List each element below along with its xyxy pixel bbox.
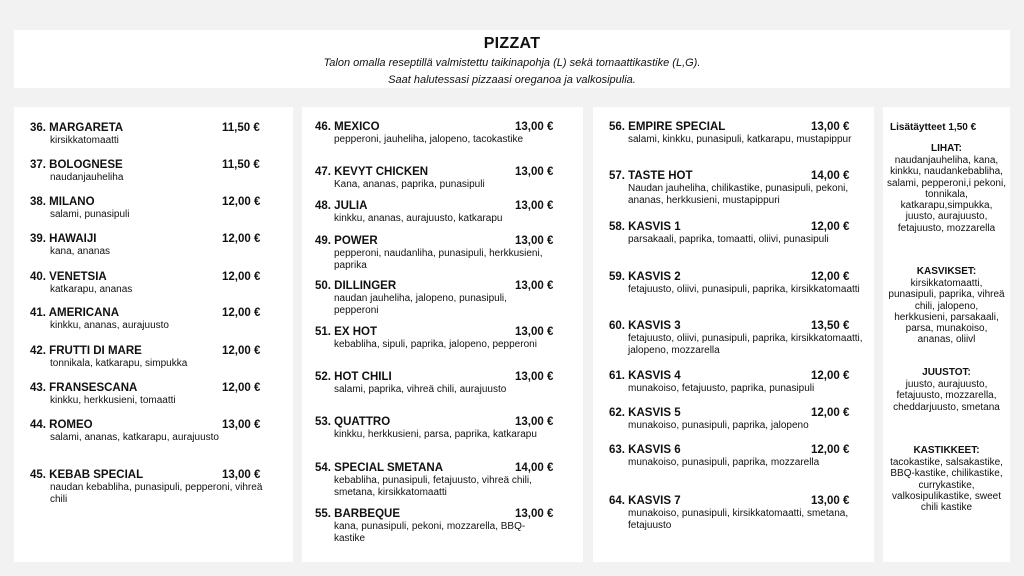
menu-item-name: 46. MEXICO [315, 121, 380, 133]
menu-item-name: 55. BARBEQUE [315, 508, 400, 520]
menu-item-price: 13,00 € [515, 371, 554, 383]
menu-item-price: 13,50 € [811, 320, 850, 332]
extras-category-items: naudanjauheliha, kana, kinkku, naudankebabliha, salami, pepperoni,i pekoni, tonnikala, katkarapu,simpukka, juusto, aurajuusto, fetajuusto, mozzarella [887, 155, 1006, 234]
menu-item-name: 50. DILLINGER [315, 280, 397, 292]
menu-item-description: Naudan jauheliha, chilikastike, punasipuli, pekoni, ananas, herkkusieni, mustapippuri [628, 183, 849, 206]
menu-item-price: 14,00 € [515, 462, 554, 474]
menu-item-name: 57. TASTE HOT [609, 170, 693, 182]
menu-item-description: munakoiso, fetajuusto, paprika, punasipuli [628, 383, 815, 394]
menu-column-3 [593, 107, 874, 562]
menu-item-price: 13,00 € [515, 416, 554, 428]
header-subtitle-1: Talon omalla reseptillä valmistettu taikinapohja (L) sekä tomaattikastike (L,G). [323, 57, 701, 69]
menu-item-description: naudan jauheliha, jalopeno, punasipuli, pepperoni [334, 293, 507, 316]
menu-item-description: tonnikala, katkarapu, simpukka [50, 358, 188, 369]
menu-column-2 [302, 107, 583, 562]
menu-item-name: 41. AMERICANA [30, 307, 120, 319]
menu-item-description: salami, ananas, katkarapu, aurajuusto [50, 432, 219, 443]
menu-item-description: salami, kinkku, punasipuli, katkarapu, mustapippur [628, 134, 852, 145]
menu-item-price: 13,00 € [515, 166, 554, 178]
header-subtitle-2: Saat halutessasi pizzaasi oreganoa ja valkosipulia. [388, 74, 636, 86]
extras-category [887, 445, 1006, 513]
menu-item-price: 11,50 € [222, 122, 260, 134]
menu-item-description: salami, punasipuli [50, 209, 130, 220]
menu-item-description: naudanjauheliha [50, 172, 124, 183]
menu-item-name: 37. BOLOGNESE [30, 159, 123, 171]
menu-item-name: 38. MILANO [30, 196, 95, 208]
menu-item-name: 40. VENETSIA [30, 271, 107, 283]
menu-item-description: katkarapu, ananas [50, 284, 133, 295]
extras-category-items: kirsikkatomaatti, punasipuli, paprika, vihreä chili, jalopeno, herkkusieni, parsakaali, parsa, munakoiso, ananas, oliivl [888, 278, 1005, 346]
menu-header [14, 30, 1010, 88]
menu-item-name: 63. KASVIS 6 [609, 444, 681, 456]
menu-item-price: 13,00 € [515, 326, 554, 338]
menu-item-description: kana, ananas [50, 246, 111, 257]
menu-item-name: 49. POWER [315, 235, 378, 247]
menu-item-description: fetajuusto, oliivi, punasipuli, paprika, kirsikkatomaatti, jalopeno, mozzarella [628, 333, 863, 356]
menu-item-price: 13,00 € [515, 200, 554, 212]
menu-item-description: pepperoni, jauheliha, jalopeno, tacokastike [334, 134, 524, 145]
menu-item-price: 13,00 € [515, 235, 554, 247]
menu-item-name: 54. SPECIAL SMETANA [315, 462, 444, 474]
menu-item-name: 62. KASVIS 5 [609, 407, 681, 419]
extras-category-title: KASTIKKEET: [913, 445, 980, 456]
menu-item-description: kana, punasipuli, pekoni, mozzarella, BBQ-kastike [334, 521, 526, 544]
menu-item-name: 45. KEBAB SPECIAL [30, 469, 144, 481]
menu-item-description: kirsikkatomaatti [50, 135, 119, 146]
menu-item-description: naudan kebabliha, punasipuli, pepperoni, vihreä chili [50, 482, 263, 505]
menu-item-description: kebabliha, punasipuli, fetajuusto, vihreä chili, smetana, kirsikkatomaatti [334, 475, 532, 498]
menu-item-name: 36. MARGARETA [30, 122, 124, 134]
menu-item-price: 12,00 € [222, 345, 261, 357]
extras-category-items: juusto, aurajuusto, fetajuusto, mozzarella, cheddarjuusto, smetana [893, 379, 1000, 413]
extras-title: Lisätäytteet 1,50 € [890, 122, 977, 133]
menu-item-name: 43. FRANSESCANA [30, 382, 138, 394]
menu-item-description: munakoiso, punasipuli, kirsikkatomaatti, smetana, fetajuusto [628, 508, 849, 531]
menu-item-price: 12,00 € [222, 271, 261, 283]
menu-item-description: Kana, ananas, paprika, punasipuli [334, 179, 485, 190]
menu-item-description: salami, paprika, vihreä chili, aurajuusto [334, 384, 507, 395]
menu-item-name: 48. JULIA [315, 200, 368, 212]
menu-item-description: munakoiso, punasipuli, paprika, mozzarella [628, 457, 820, 468]
menu-item-description: kinkku, ananas, aurajuusto, katkarapu [334, 213, 503, 224]
menu-item-description: munakoiso, punasipuli, paprika, jalopeno [628, 420, 809, 431]
menu-item-name: 64. KASVIS 7 [609, 495, 681, 507]
extras-category [887, 143, 1006, 234]
menu-item-description: pepperoni, naudanliha, punasipuli, herkkusieni, paprika [334, 248, 543, 271]
menu-item-name: 56. EMPIRE SPECIAL [609, 121, 726, 133]
menu-item-price: 12,00 € [811, 407, 850, 419]
menu-item-description: kebabliha, sipuli, paprika, jalopeno, pepperoni [334, 339, 537, 350]
menu-item-price: 12,00 € [811, 370, 850, 382]
menu-item-name: 59. KASVIS 2 [609, 271, 681, 283]
menu-column-1 [14, 107, 293, 562]
menu-item-price: 12,00 € [811, 271, 850, 283]
extras-panel [883, 107, 1010, 562]
menu-item-description: parsakaali, paprika, tomaatti, oliivi, punasipuli [628, 234, 829, 245]
menu-item-price: 12,00 € [222, 382, 261, 394]
menu-item-price: 12,00 € [222, 307, 261, 319]
menu-item-price: 13,00 € [515, 280, 554, 292]
menu-item-price: 13,00 € [811, 121, 850, 133]
menu-item-price: 13,00 € [811, 495, 850, 507]
menu-item-description: fetajuusto, oliivi, punasipuli, paprika, kirsikkatomaatti [628, 284, 860, 295]
menu-item-name: 61. KASVIS 4 [609, 370, 681, 382]
extras-category [887, 266, 1006, 346]
menu-item-name: 44. ROMEO [30, 419, 93, 431]
menu-item-price: 13,00 € [515, 508, 554, 520]
extras-category-title: KASVIKSET: [916, 266, 977, 277]
menu-item-price: 14,00 € [811, 170, 850, 182]
menu-item-price: 12,00 € [811, 221, 850, 233]
menu-item-price: 13,00 € [222, 469, 261, 481]
extras-category-title: LIHAT: [931, 143, 962, 154]
menu-item-name: 58. KASVIS 1 [609, 221, 681, 233]
menu-item-price: 13,00 € [515, 121, 554, 133]
menu-item-name: 52. HOT CHILI [315, 371, 392, 383]
extras-category-title: JUUSTOT: [922, 367, 971, 378]
menu-item-price: 12,00 € [222, 233, 261, 245]
menu-item-name: 60. KASVIS 3 [609, 320, 681, 332]
menu-item-description: kinkku, herkkusieni, parsa, paprika, katkarapu [334, 429, 537, 440]
menu-item-price: 12,00 € [811, 444, 850, 456]
page-title: PIZZAT [483, 35, 541, 52]
menu-item-name: 47. KEVYT CHICKEN [315, 166, 429, 178]
menu-item-price: 12,00 € [222, 196, 261, 208]
menu-item-description: kinkku, herkkusieni, tomaatti [50, 395, 176, 406]
menu-item-name: 42. FRUTTI DI MARE [30, 345, 142, 357]
menu-item-price: 13,00 € [222, 419, 261, 431]
menu-item-name: 51. EX HOT [315, 326, 377, 338]
extras-category [887, 367, 1006, 413]
menu-item-description: kinkku, ananas, aurajuusto [50, 320, 169, 331]
menu-item-price: 11,50 € [222, 159, 260, 171]
extras-category-items: tacokastike, salsakastike, BBQ-kastike, chilikastike, currykastike, valkosipulikastike, sweet chili kastike [890, 457, 1003, 514]
menu-item-name: 39. HAWAIJI [30, 233, 97, 245]
menu-item-name: 53. QUATTRO [315, 416, 391, 428]
